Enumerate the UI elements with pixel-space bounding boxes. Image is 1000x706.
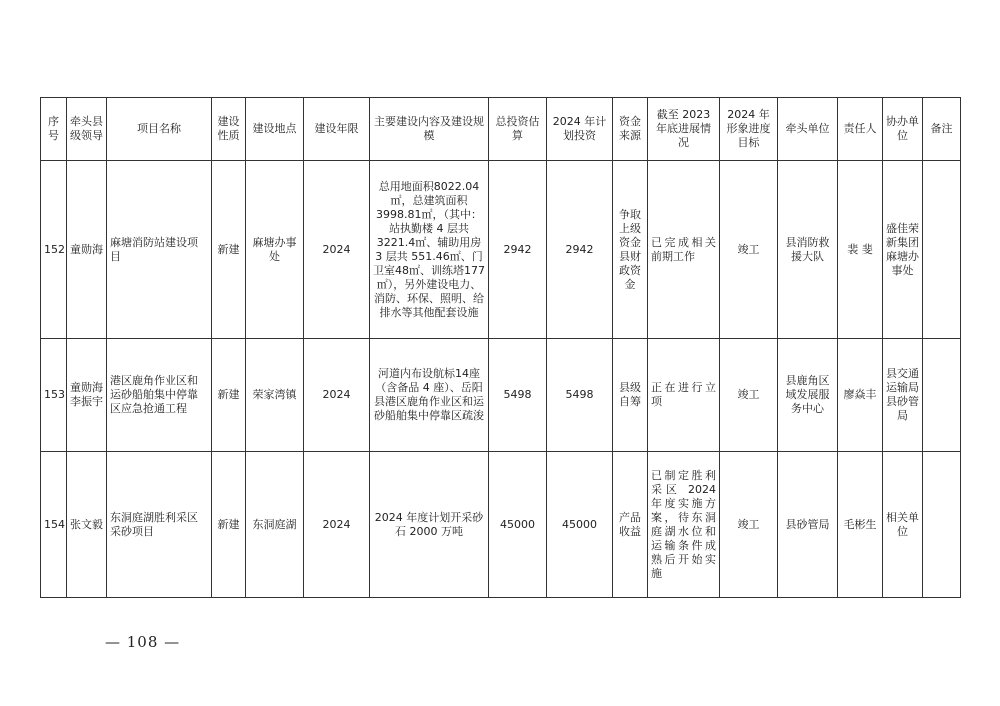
cell-name: 东洞庭湖胜利采区采砂项目	[107, 452, 212, 598]
cell-content: 河道内布设航标14座（含备品 4 座）、岳阳县港区鹿角作业区和运砂船舶集中停靠区疏浚	[370, 339, 489, 452]
cell-unit: 县消防救援大队	[778, 161, 838, 339]
header-total: 总投资估算	[489, 98, 547, 161]
cell-plan: 5498	[547, 339, 613, 452]
page-number: — 108 —	[105, 633, 181, 651]
cell-progress: 已制定胜利采区 2024 年度实施方案，待东洞庭湖水位和运输条件成熟后开始实施	[648, 452, 720, 598]
header-seq: 序号	[41, 98, 67, 161]
cell-person: 裴 斐	[838, 161, 883, 339]
header-person: 责任人	[838, 98, 883, 161]
header-remark: 备注	[923, 98, 961, 161]
cell-person: 廖焱丰	[838, 339, 883, 452]
cell-plan: 45000	[547, 452, 613, 598]
cell-nature: 新建	[212, 452, 246, 598]
cell-target: 竣工	[720, 339, 778, 452]
cell-assist: 相关单位	[883, 452, 923, 598]
cell-fund: 产品收益	[613, 452, 648, 598]
cell-unit: 县砂管局	[778, 452, 838, 598]
cell-plan: 2942	[547, 161, 613, 339]
cell-total: 2942	[489, 161, 547, 339]
table-row	[41, 452, 961, 598]
header-target: 2024 年形象进度目标	[720, 98, 778, 161]
cell-leader: 张文毅	[67, 452, 107, 598]
cell-seq: 153	[41, 339, 67, 452]
cell-target: 竣工	[720, 452, 778, 598]
cell-nature: 新建	[212, 339, 246, 452]
cell-period: 2024	[304, 161, 370, 339]
cell-fund: 县级自筹	[613, 339, 648, 452]
cell-name: 港区鹿角作业区和运砂船舶集中停靠区应急抢通工程	[107, 339, 212, 452]
header-progress: 截至 2023 年底进展情况	[648, 98, 720, 161]
cell-remark	[923, 452, 961, 598]
cell-name: 麻塘消防站建设项目	[107, 161, 212, 339]
cell-location: 荣家湾镇	[246, 339, 304, 452]
cell-period: 2024	[304, 339, 370, 452]
header-name: 项目名称	[107, 98, 212, 161]
header-content: 主要建设内容及建设规模	[370, 98, 489, 161]
cell-seq: 152	[41, 161, 67, 339]
cell-remark	[923, 339, 961, 452]
project-table	[40, 97, 961, 598]
header-assist: 协办单位	[883, 98, 923, 161]
cell-leader: 童勋海 李振宇	[67, 339, 107, 452]
cell-remark	[923, 161, 961, 339]
cell-location: 麻塘办事处	[246, 161, 304, 339]
cell-period: 2024	[304, 452, 370, 598]
cell-seq: 154	[41, 452, 67, 598]
cell-progress: 正在进行立项	[648, 339, 720, 452]
header-unit: 牵头单位	[778, 98, 838, 161]
header-plan: 2024 年计划投资	[547, 98, 613, 161]
header-location: 建设地点	[246, 98, 304, 161]
cell-total: 5498	[489, 339, 547, 452]
cell-content: 2024 年度计划开采砂石 2000 万吨	[370, 452, 489, 598]
header-period: 建设年限	[304, 98, 370, 161]
cell-leader: 童勋海	[67, 161, 107, 339]
header-nature: 建设性质	[212, 98, 246, 161]
table-row	[41, 161, 961, 339]
header-row	[41, 98, 961, 161]
cell-person: 毛彬生	[838, 452, 883, 598]
table-row	[41, 339, 961, 452]
cell-nature: 新建	[212, 161, 246, 339]
cell-progress: 已完成相关前期工作	[648, 161, 720, 339]
cell-unit: 县鹿角区域发展服务中心	[778, 339, 838, 452]
cell-location: 东洞庭湖	[246, 452, 304, 598]
cell-assist: 县交通运输局县砂管局	[883, 339, 923, 452]
cell-assist: 盛佳荣新集团麻塘办事处	[883, 161, 923, 339]
cell-target: 竣工	[720, 161, 778, 339]
header-fund: 资金来源	[613, 98, 648, 161]
header-leader: 牵头县级领导	[67, 98, 107, 161]
cell-fund: 争取上级资金县财政资金	[613, 161, 648, 339]
cell-total: 45000	[489, 452, 547, 598]
cell-content: 总用地面积8022.04㎡，总建筑面积3998.81㎡，（其中：站执勤楼 4 层共3221.4㎡、辅助用房 3 层共 551.46㎡、门卫室48㎡、训练塔177㎡），另外建设电力、消防、环保、照明、给排水等其他配套设施	[370, 161, 489, 339]
